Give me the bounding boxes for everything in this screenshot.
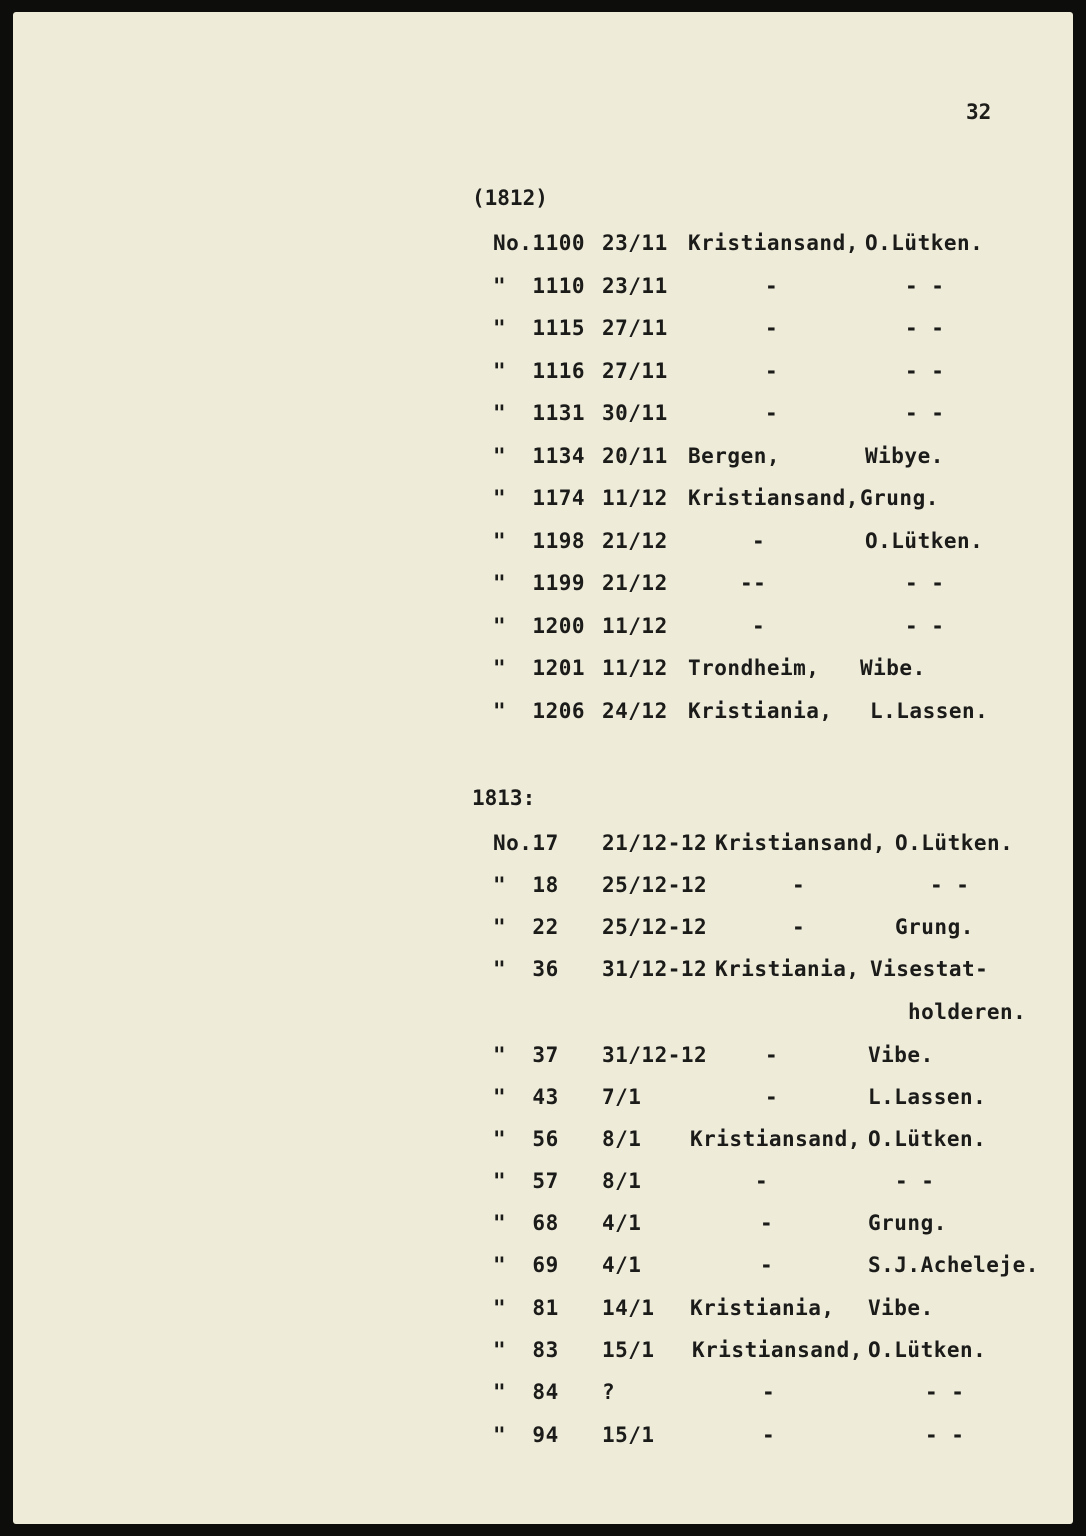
entry-place: - xyxy=(765,359,779,383)
entry-place: - xyxy=(755,1169,769,1193)
entry-date: 11/12 xyxy=(602,614,668,638)
entry-date: ? xyxy=(602,1380,616,1404)
entry-number: " 37 xyxy=(493,1043,559,1067)
entry-number: " 1174 xyxy=(493,486,586,510)
entry-person: O.Lütken. xyxy=(865,231,984,255)
entry-place: Kristiania, xyxy=(690,1296,835,1320)
entry-date: 23/11 xyxy=(602,274,668,298)
entry-place: - xyxy=(765,1043,779,1067)
entry-date: 7/1 xyxy=(602,1085,642,1109)
entry-number: " 83 xyxy=(493,1338,559,1362)
entry-person: Grung. xyxy=(860,486,939,510)
section-heading: (1812) xyxy=(472,186,548,210)
entry-place: Kristiania, xyxy=(688,699,833,723)
entry-place: Kristiansand, xyxy=(688,231,859,255)
entry-person: - - xyxy=(905,401,945,425)
entry-person: - - xyxy=(905,316,945,340)
entry-date: 23/11 xyxy=(602,231,668,255)
entry-date: 11/12 xyxy=(602,486,668,510)
entry-date: 31/12-12 xyxy=(602,957,708,981)
entry-date: 15/1 xyxy=(602,1423,655,1447)
entry-place: - xyxy=(792,915,806,939)
page-number: 32 xyxy=(966,100,992,124)
entry-person: Wibye. xyxy=(865,444,944,468)
entry-person: Visestat- xyxy=(870,957,989,981)
entry-number: " 1134 xyxy=(493,444,586,468)
entry-date: 31/12-12 xyxy=(602,1043,708,1067)
entry-number: No.1100 xyxy=(493,231,586,255)
entry-place: Kristiansand, xyxy=(715,831,886,855)
entry-number: " 1199 xyxy=(493,571,586,595)
entry-place: - xyxy=(762,1423,776,1447)
entry-person: - - xyxy=(905,571,945,595)
entry-place: - xyxy=(752,529,766,553)
entry-date: 24/12 xyxy=(602,699,668,723)
entry-number: " 22 xyxy=(493,915,559,939)
entry-date: 21/12 xyxy=(602,571,668,595)
entry-place: - xyxy=(765,316,779,340)
entry-place: Trondheim, xyxy=(688,656,820,680)
entry-number: " 1206 xyxy=(493,699,586,723)
entry-date: 15/1 xyxy=(602,1338,655,1362)
entry-person: Wibe. xyxy=(860,656,926,680)
entry-number: " 81 xyxy=(493,1296,559,1320)
entry-place: Bergen, xyxy=(688,444,781,468)
section-heading: 1813: xyxy=(472,786,536,810)
entry-place: - xyxy=(792,873,806,897)
entry-place: - xyxy=(760,1253,774,1277)
entry-number: " 1115 xyxy=(493,316,586,340)
entry-number: No.17 xyxy=(493,831,559,855)
entry-person: Vibe. xyxy=(868,1296,934,1320)
entry-date: 8/1 xyxy=(602,1127,642,1151)
entry-date: 27/11 xyxy=(602,359,668,383)
entry-number: " 36 xyxy=(493,957,559,981)
entry-person: - - xyxy=(905,614,945,638)
entry-place: - xyxy=(765,401,779,425)
entry-date: 25/12-12 xyxy=(602,915,708,939)
entry-date: 11/12 xyxy=(602,656,668,680)
entry-place: - xyxy=(760,1211,774,1235)
entry-person: - - xyxy=(925,1380,965,1404)
entry-person: O.Lütken. xyxy=(895,831,1014,855)
entry-number: " 68 xyxy=(493,1211,559,1235)
entry-number: " 1201 xyxy=(493,656,586,680)
entry-number: " 69 xyxy=(493,1253,559,1277)
entry-person: - - xyxy=(895,1169,935,1193)
entry-place: - xyxy=(765,274,779,298)
entry-person-continued: holderen. xyxy=(908,1000,1027,1024)
entry-date: 4/1 xyxy=(602,1253,642,1277)
entry-number: " 1110 xyxy=(493,274,586,298)
entry-date: 4/1 xyxy=(602,1211,642,1235)
entry-place: -- xyxy=(740,571,767,595)
entry-place: - xyxy=(762,1380,776,1404)
entry-person: O.Lütken. xyxy=(865,529,984,553)
entry-number: " 43 xyxy=(493,1085,559,1109)
entry-number: " 1200 xyxy=(493,614,586,638)
entry-date: 30/11 xyxy=(602,401,668,425)
entry-number: " 1198 xyxy=(493,529,586,553)
entry-date: 27/11 xyxy=(602,316,668,340)
entry-person: Grung. xyxy=(895,915,974,939)
entry-number: " 94 xyxy=(493,1423,559,1447)
entry-person: - - xyxy=(905,359,945,383)
entry-number: " 56 xyxy=(493,1127,559,1151)
entry-person: L.Lassen. xyxy=(870,699,989,723)
entry-date: 14/1 xyxy=(602,1296,655,1320)
entry-person: O.Lütken. xyxy=(868,1338,987,1362)
entry-date: 21/12 xyxy=(602,529,668,553)
entry-place: - xyxy=(752,614,766,638)
entry-person: - - xyxy=(905,274,945,298)
entry-number: " 1116 xyxy=(493,359,586,383)
entry-number: " 57 xyxy=(493,1169,559,1193)
entry-person: O.Lütken. xyxy=(868,1127,987,1151)
entry-date: 21/12-12 xyxy=(602,831,708,855)
entry-person: L.Lassen. xyxy=(868,1085,987,1109)
entry-place: Kristiania, xyxy=(715,957,860,981)
entry-number: " 18 xyxy=(493,873,559,897)
entry-person: Vibe. xyxy=(868,1043,934,1067)
entry-person: S.J.Acheleje. xyxy=(868,1253,1039,1277)
entry-number: " 1131 xyxy=(493,401,586,425)
entry-place: - xyxy=(765,1085,779,1109)
entry-date: 8/1 xyxy=(602,1169,642,1193)
entry-place: Kristiansand, xyxy=(688,486,859,510)
entry-place: Kristiansand, xyxy=(690,1127,861,1151)
entry-person: Grung. xyxy=(868,1211,947,1235)
entry-date: 25/12-12 xyxy=(602,873,708,897)
entry-person: - - xyxy=(925,1423,965,1447)
entry-place: Kristiansand, xyxy=(692,1338,863,1362)
entry-person: - - xyxy=(930,873,970,897)
entry-number: " 84 xyxy=(493,1380,559,1404)
entry-date: 20/11 xyxy=(602,444,668,468)
